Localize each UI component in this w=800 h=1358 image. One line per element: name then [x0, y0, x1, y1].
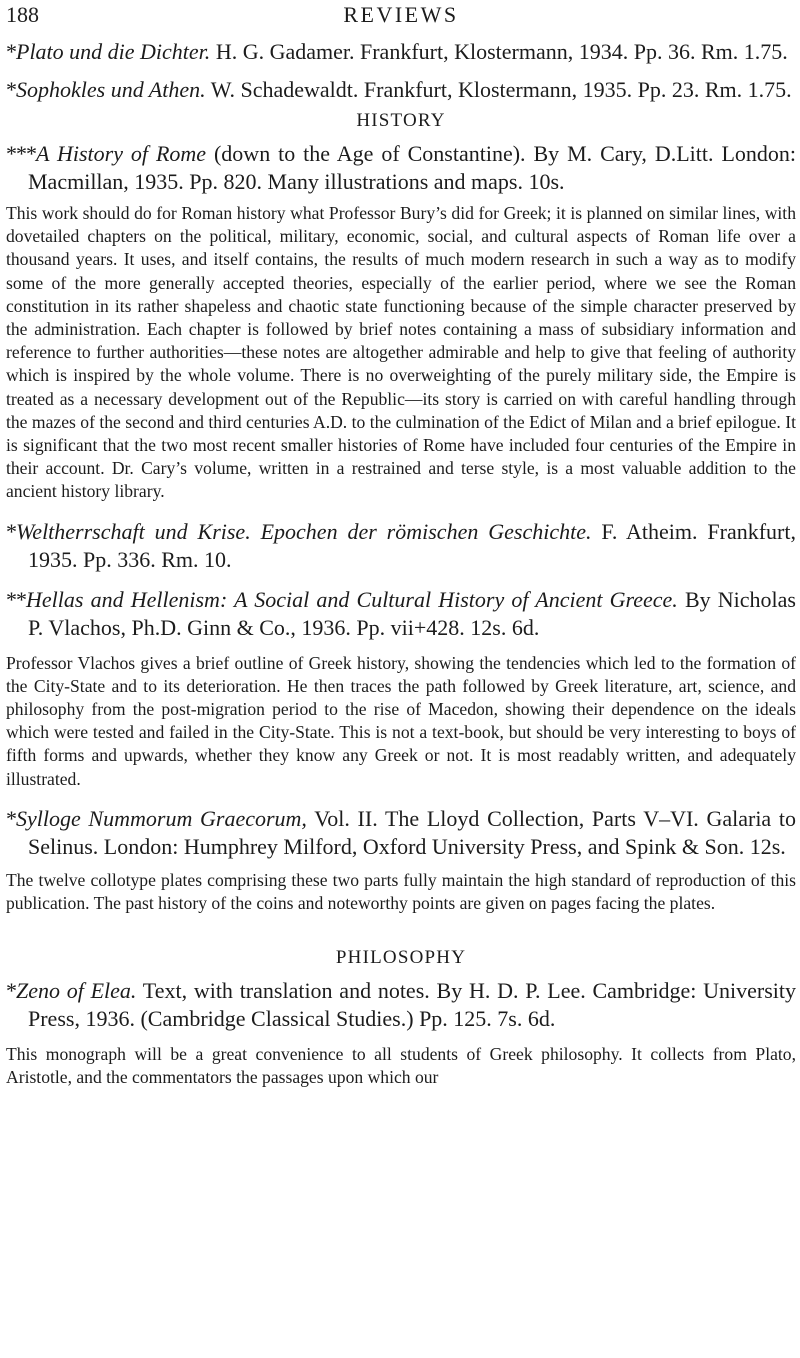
entry-prefix: *** — [6, 141, 36, 166]
page-number: 188 — [6, 2, 39, 27]
entry-plato-und-die-dichter — [6, 38, 796, 66]
entry-details: Vol. II. The Lloyd Collection, Parts V–VI. Galaria to Selinus. London: Humphrey Milford, Oxford University Press, and Spink & Son. 12s. — [28, 805, 796, 859]
entry-title: Weltherrschaft und Krise. Epochen der römischen Geschichte. — [16, 518, 592, 544]
review-zeno-of-elea: This monograph will be a great convenience to all students of Greek philosophy. It collects from Plato, Aristotle, and the commentators the passages upon which our — [6, 1044, 796, 1088]
entry-title: Hellas and Hellenism: A Social and Cultural History of Ancient Greece. — [26, 586, 678, 612]
entry-title: Sylloge Nummorum Graecorum, — [16, 805, 307, 831]
entry-prefix: ** — [6, 586, 26, 612]
section-heading-philosophy: PHILOSOPHY — [335, 947, 467, 969]
entry-details: H. G. Gadamer. Frankfurt, Klostermann, 1934. Pp. 36. Rm. 1.75. — [210, 39, 788, 64]
entry-sylloge-nummorum-graecorum — [6, 805, 796, 861]
entry-title: Plato und die Dichter. — [16, 39, 211, 64]
running-head — [6, 0, 796, 32]
entry-title: A History of Rome — [36, 141, 207, 166]
entry-details: Text, with translation and notes. By H. D. P. Lee. Cambridge: University Press, 1936. (Cambridge Classical Studies.) Pp. 125. 7s. 6d. — [28, 978, 796, 1032]
section-heading-history: HISTORY — [356, 110, 446, 131]
page — [6, 0, 796, 1090]
entry-weltherrschaft-und-krise — [6, 518, 796, 574]
entry-hellas-and-hellenism — [6, 586, 796, 642]
entry-prefix: * — [6, 978, 16, 1004]
review-sylloge-nummorum-graecorum: The twelve collotype plates comprising these two parts fully maintain the high standard of reproduction of this publication. The past history of the coins and noteworthy points are given on pages facing the plates. — [6, 869, 796, 914]
review-hellas-and-hellenism: Professor Vlachos gives a brief outline of Greek history, showing the tendencies which led to the formation of the City-State and to its deterioration. He then traces the path followed by Greek literature, art, science, and philosophy from the post-migration period to the rise of Macedon, showing their dependence on the ideals which were tested and failed in the City-State. This is not a text-book, but should be very interesting to boys of fifth forms and upwards, whether they know any Greek or not. It is most readably written, and adequately illustrated. — [6, 652, 796, 789]
entry-title: Zeno of Elea. — [16, 978, 137, 1004]
entry-prefix: * — [6, 805, 16, 831]
entry-prefix: * — [6, 39, 16, 64]
review-history-of-rome: This work should do for Roman history what Professor Bury’s did for Greek; it is planned on similar lines, with dovetailed chapters on the political, military, economic, social, and cultural aspects of Roman life over a thousand years. It uses, and itself contains, the results of much modern research in such a way as to modify some of the more generally accepted theories, especially of the earlier period, where we see the Roman constitution in its rather shapeless and chaotic state functioning because of the simple character preserved by the administration. Each chapter is followed by brief notes containing a mass of subsidiary information and reference to further authorities—these notes are altogether admirable and help to give that feeling of authority which is inspired by the whole volume. There is no overweighting of the purely military side, the Empire is treated as a necessary development out of the Republic—its story is carried on with careful handling through the mazes of the second and third centuries A.D. to the culmination of the Edict of Milan and a brief epilogue. It is significant that the two most recent smaller histories of Rome have included four centuries of the Empire in their account. Dr. Cary’s volume, written in a restrained and terse style, is a most valuable addition to the ancient history library. — [6, 203, 796, 502]
entry-prefix: * — [6, 518, 16, 544]
entry-title: Sophokles und Athen. — [16, 77, 206, 102]
entry-sophokles-und-athen — [6, 76, 796, 104]
entry-prefix: * — [6, 77, 16, 102]
entry-details: W. Schadewaldt. Frankfurt, Klostermann, 1935. Pp. 23. Rm. 1.75. — [205, 77, 792, 102]
entry-zeno-of-elea — [6, 977, 796, 1033]
entry-history-of-rome — [6, 140, 796, 196]
running-title: REVIEWS — [343, 2, 459, 27]
entry-details: (down to the Age of Constantine). By M. Cary, D.Litt. London: Macmillan, 1935. Pp. 820. Many illustrations and maps. 10s. — [28, 141, 796, 194]
entry-details: By Nicholas P. Vlachos, Ph.D. Ginn & Co., 1936. Pp. vii+428. 12s. 6d. — [28, 586, 796, 640]
entry-details: F. Atheim. Frankfurt, 1935. Pp. 336. Rm. 10. — [28, 518, 796, 572]
